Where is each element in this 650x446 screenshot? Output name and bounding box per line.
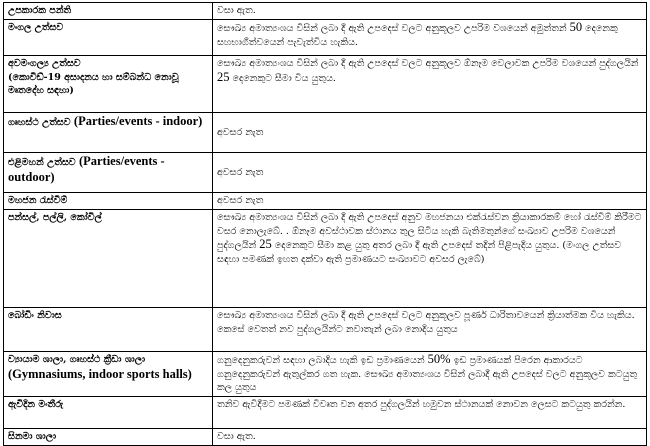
guest-limit: 50 <box>569 20 583 34</box>
row-description <box>213 210 647 308</box>
label-main: එළිමහන් උත්සව <box>8 157 79 168</box>
capacity-percent: 50% <box>427 352 451 366</box>
label-main: අවමංගල්‍ය උත්සව <box>8 58 81 69</box>
row-description <box>213 352 647 397</box>
table-row <box>4 3 647 20</box>
row-label: සිනමා ශාලා <box>4 429 213 446</box>
row-description <box>213 56 647 113</box>
label-english: (Gymnasiums, indoor sports halls) <box>8 366 192 381</box>
table-row <box>4 352 647 397</box>
label-english: (Parties/events - outdoor) <box>8 154 165 184</box>
table-row <box>4 210 647 308</box>
row-label: උපකාරක පන්ති <box>4 3 213 20</box>
table-row <box>4 20 647 56</box>
desc-text: සෞඛ්‍ය අමාත්‍යංශය විසින් ලබා දී ඇති උපදෙස් අනුව මහජනයා එක්රැස්වන ක්‍රියාකාරකම් හෝ රැස්වීම් කිරීමට වසර නොලැබේ. . ඕනෑම අවස්ථාවක ස්ථානය තුල සිටිය හැකි බැතිමතුන්ගේ සංඛ්‍යාව උපරිම වශයෙන් පුද්ගලයින් <box>217 212 642 251</box>
row-label: මහජන රැස්වීම් <box>4 193 213 210</box>
desc-text: දෙනෙකුට සීමා විය යුතුය. <box>229 72 336 84</box>
row-label: බෝඩිං නිවාස <box>4 308 213 352</box>
desc-text: දෙනෙකු සහභාගීත්වයෙන් පැවැත්විය හැකිය. <box>217 23 618 48</box>
row-label <box>4 153 213 193</box>
devotee-limit: 25 <box>259 237 272 251</box>
row-label <box>4 352 213 397</box>
row-label <box>4 56 213 113</box>
person-limit: 25 <box>217 69 230 84</box>
row-description: අවසර නැත <box>213 193 647 210</box>
row-description: සෞඛ්‍ය අමාත්‍යංශය විසින් ලබා දී ඇති උපදෙස් වලට අනුකූලව පූර්ණ ධාරිතාවයෙන් ක්‍රියාත්මක විය හැකිය. කෙසේ වෙතත් නව පුද්ගලයින්ට නවාතැන් ලබා නොදිය යුතුය <box>213 308 647 352</box>
table-row <box>4 56 647 113</box>
row-description: තනිව ඇවිදීමට පමණක් විවෘත වන අතර පුද්ගලයින් හමුවන ස්ථානයක් නොවන ලෙසට කටයුතු කරන්න. <box>213 397 647 429</box>
table-row <box>4 308 647 352</box>
table-row <box>4 193 647 210</box>
row-label: පන්සල්, පල්ලි, කෝවිල් <box>4 210 213 308</box>
restrictions-table <box>3 2 647 446</box>
row-label: ඇවිදින මංතීරු <box>4 397 213 429</box>
row-description: අවසර නැත <box>213 153 647 193</box>
row-label: මංගල උත්සව <box>4 20 213 56</box>
table-row <box>4 429 647 446</box>
table-row <box>4 153 647 193</box>
desc-text: ගනුදෙනුකරුවන් සඳහා ලබාදිය හැකි ඉඩ ප්‍රමාණයෙන් <box>217 355 428 366</box>
table-row <box>4 113 647 153</box>
desc-text: සෞඛ්‍ය අමාත්‍යංශය විසින් ලබා දී ඇති උපදෙස් වලට අනුකූලව ඕනෑම වෙලාවක උපරිම වශයෙන් පුද්ගලයින් <box>217 58 639 69</box>
row-label <box>4 113 213 153</box>
row-description <box>213 20 647 56</box>
row-description: වසා ඇත. <box>213 429 647 446</box>
desc-text: ඉඩ ප්‍රමාණයක් පිරෙන ආකාරයට ගනුදෙනුකරුවන් ඇතුල්කර ගත හැක. සෞඛ්‍ය අමාත්‍යංශය විසින් ලබාදී ඇති උපදෙස් වලට අනුකූලව කටයුතු කල යුතුය <box>217 355 638 393</box>
row-description: වසා ඇත. <box>213 3 647 20</box>
row-description: අවසර නැත <box>213 113 647 153</box>
label-english: (Parties/events - indoor) <box>73 114 203 128</box>
label-note: (කොවිඩ්-19 අසාදනය හා සම්බන්ධ නොවූ මෘතදේහ සඳහා) <box>8 71 179 96</box>
label-main: ව්‍යායාම ශාලා, ගෘහස්ථ ක්‍රීඩා ශාලා <box>8 354 146 365</box>
desc-text: සෞඛ්‍ය අමාත්‍යංශය විසින් ලබා දී ඇති උපදෙස් වලට අනුකූලව උපරිම වශයෙන් අමුත්තන් <box>217 23 570 34</box>
table-row <box>4 397 647 429</box>
label-main: ගෘහස්ථ උත්සව <box>8 117 74 128</box>
desc-text: දෙනෙකුට සීමා කළ යුතු අතර ලබා දී ඇති උපදෙස් තදින් පිළිපැදිය යුතුය. (මංගල උත්සව සඳහා පමණක් ඉහත දක්වා ඇති ප්‍රමාණයට සංඛ්‍යාවට අවසර ලැබේ) <box>217 240 622 265</box>
